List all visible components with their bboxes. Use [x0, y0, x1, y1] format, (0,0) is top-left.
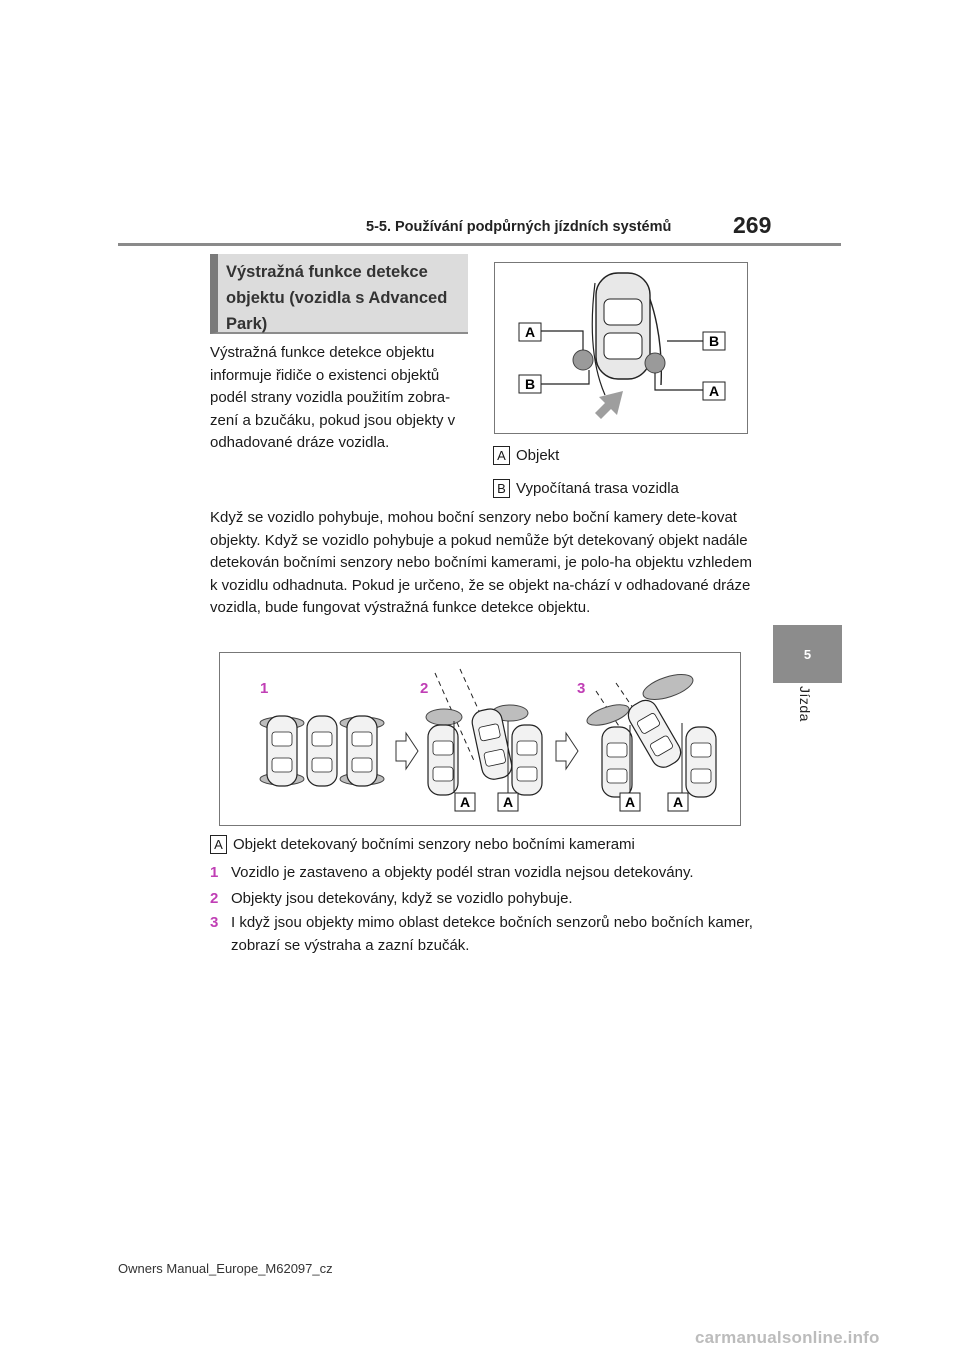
sequence-arrow-1 — [396, 733, 418, 769]
legend-text-detected-object: Objekt detekovaný bočními senzory nebo bočními kamerami — [233, 836, 635, 853]
object-right — [645, 353, 665, 373]
legend-text-object: Objekt — [516, 447, 560, 464]
diagram-sequence-svg — [220, 653, 740, 825]
sequence-arrow-2 — [556, 733, 578, 769]
scene-3 — [585, 669, 716, 797]
step-item-3 — [210, 912, 755, 957]
label-b-right: B — [708, 333, 720, 349]
scene1-own-car — [307, 716, 337, 786]
diagram-object-path — [494, 262, 748, 434]
leader-a-right — [655, 373, 703, 390]
step-number: 1 — [210, 864, 219, 881]
chapter-number: 5 — [803, 646, 812, 662]
legend-key-a: A — [493, 446, 510, 465]
watermark: carmanualsonline.info — [695, 1328, 880, 1347]
scene1-parked-car — [347, 716, 377, 786]
chapter-name: Jízda — [797, 686, 813, 722]
step-label-1: 1 — [260, 680, 269, 697]
step-label-3: 3 — [577, 680, 586, 697]
legend-item-object — [493, 446, 559, 465]
step-item-1 — [210, 862, 755, 885]
footer-manual-id: Owners Manual_Europe_M62097_cz — [118, 1261, 333, 1276]
header-divider — [118, 243, 841, 246]
legend-key-a: A — [210, 835, 227, 854]
diagram2-label-a: A — [459, 794, 471, 810]
label-a-right: A — [708, 383, 720, 399]
step-number: 3 — [210, 914, 219, 931]
scene3-object — [640, 669, 696, 704]
scene3-parked-car — [686, 727, 716, 797]
diagram-sequence — [219, 652, 741, 826]
legend-text-path: Vypočítaná trasa vozidla — [516, 480, 679, 497]
header-section-title: 5-5. Používání podpůrných jízdních systémů — [366, 219, 672, 235]
leader-b-left — [541, 370, 589, 384]
step-text: I když jsou objekty mimo oblast detekce bočních senzorů nebo bočních kamer, zobrazí se výstraha a zazní bzučák. — [231, 914, 753, 954]
scene3-object — [585, 701, 632, 730]
diagram2-label-a: A — [624, 794, 636, 810]
car-body — [596, 273, 650, 379]
diagram-object-path-svg — [495, 263, 747, 433]
direction-arrow — [595, 391, 623, 419]
label-b-left: B — [524, 376, 536, 392]
scene-1 — [260, 716, 384, 786]
car-rear-window — [604, 333, 642, 359]
step-text: Vozidlo je zastaveno a objekty podél stran vozidla nejsou detekovány. — [231, 864, 694, 881]
detection-paragraph: Když se vozidlo pohybuje, mohou boční senzory nebo boční kamery dete-kovat objekty. Když se vozidlo pohybuje a pokud nemůže být detekovaný objekt nadále detekován bočními senzory nebo bočními kamerami, je polo-ha objektu vzhledem k vozidlu odhadnuta. Pokud je určeno, že se objekt na-chází v odhadované dráze vozidla, bude fungovat výstražná funkce detekce objektu. — [210, 509, 752, 617]
leader-a-left — [541, 331, 583, 350]
scene1-parked-car — [267, 716, 297, 786]
diagram2-label-a: A — [502, 794, 514, 810]
page-number: 269 — [733, 212, 772, 238]
scene2-object — [426, 709, 462, 725]
step-number: 2 — [210, 890, 219, 907]
legend-key-b: B — [493, 479, 510, 498]
step-label-2: 2 — [420, 680, 429, 697]
scene3-parked-car — [602, 727, 632, 797]
section-title: Výstražná funkce detekce objektu (vozidla s Advanced Park) — [226, 263, 448, 333]
step-item-2 — [210, 888, 755, 911]
chapter-tab[interactable] — [773, 625, 842, 683]
scene3-own-car — [624, 696, 685, 772]
intro-paragraph: Výstražná funkce detekce objektu informuje řidiče o existenci objektů podél strany vozidla použitím zobra-zení a bzučáku, pokud jsou objekty v odhadované dráze vozidla. — [210, 344, 456, 452]
legend-item-detected-object — [210, 835, 635, 854]
diagram2-label-a: A — [672, 794, 684, 810]
scene-2 — [426, 669, 542, 795]
section-heading-box — [210, 254, 468, 334]
label-a-left: A — [524, 324, 536, 340]
car-windshield — [604, 299, 642, 325]
step-text: Objekty jsou detekovány, když se vozidlo pohybuje. — [231, 890, 573, 907]
object-left — [573, 350, 593, 370]
scene2-parked-car — [512, 725, 542, 795]
legend-item-path — [493, 479, 679, 498]
